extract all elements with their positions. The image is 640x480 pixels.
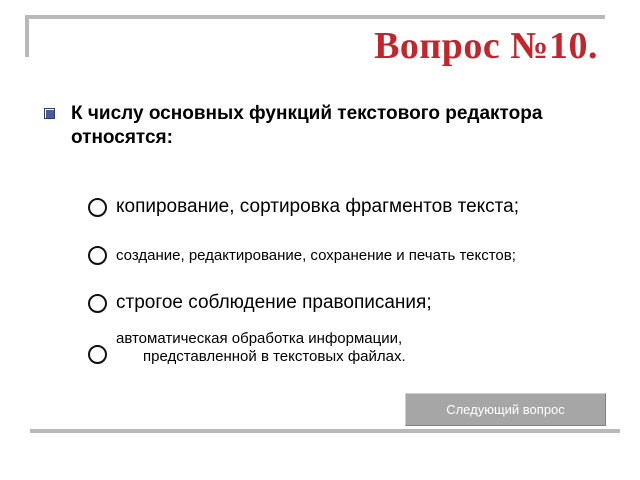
answer-option-label: строгое соблюдение правописания; xyxy=(116,292,432,313)
question-text: К числу основных функций текстового редактора относятся: xyxy=(71,103,543,148)
frame-bottom-rule xyxy=(30,429,620,433)
answer-option-2[interactable] xyxy=(88,246,516,265)
answer-option-label-line2: представленной в текстовых файлах. xyxy=(143,348,406,365)
answer-option-3[interactable] xyxy=(88,292,432,314)
next-question-button[interactable]: Следующий вопрос xyxy=(405,393,606,426)
answer-option-label: копирование, сортировка фрагментов текста; xyxy=(116,196,520,217)
page-title: Вопрос №10. xyxy=(374,25,598,67)
radio-button-icon[interactable] xyxy=(88,246,107,265)
frame-left-rule xyxy=(25,15,29,57)
answer-option-label-line1: автоматическая обработка информации, xyxy=(116,330,403,347)
answer-option-4[interactable] xyxy=(88,330,406,366)
radio-button-icon[interactable] xyxy=(88,198,107,217)
bullet-square-icon xyxy=(44,108,55,119)
frame-top-rule xyxy=(25,15,605,19)
radio-button-icon[interactable] xyxy=(88,294,107,313)
answer-option-label xyxy=(116,330,406,366)
answer-option-1[interactable] xyxy=(88,196,519,218)
question-block xyxy=(44,102,564,150)
radio-button-icon[interactable] xyxy=(88,345,107,364)
answer-option-label: создание, редактирование, сохранение и печать текстов; xyxy=(116,247,516,264)
